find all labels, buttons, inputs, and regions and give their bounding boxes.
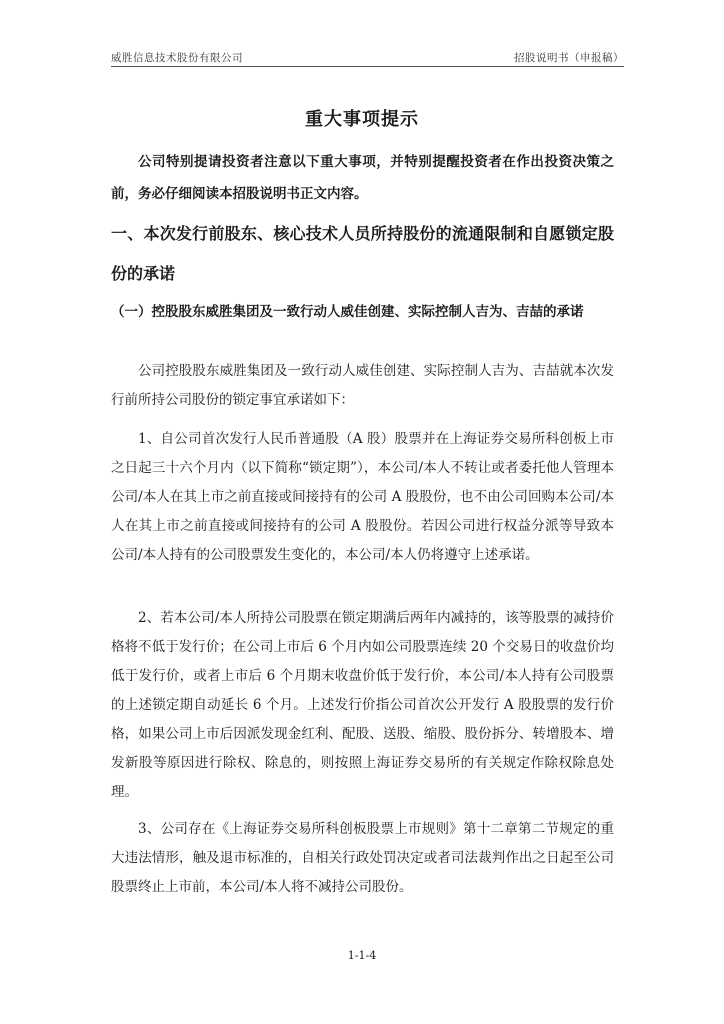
- page-header: [111, 50, 624, 67]
- header-document-type: 招股说明书（申报稿）: [514, 52, 624, 64]
- intro-paragraph: 公司特别提请投资者注意以下重大事项，并特别提醒投资者在作出投资决策之前，务必仔细阅读本招股说明书正文内容。: [111, 154, 614, 202]
- body-paragraph: 3、公司存在《上海证券交易所科创板股票上市规则》第十二章第二节规定的重大违法情形，触及退市标准的，自相关行政处罚决定或者司法裁判作出之日起至公司股票终止上市前，本公司/本人将不减持公司股份。: [111, 821, 614, 895]
- page-number: 1-1-4: [347, 949, 377, 962]
- header-company-name: 威胜信息技术股份有限公司: [111, 52, 243, 64]
- body-paragraph: 2、若本公司/本人所持公司股票在锁定期满后两年内减持的，该等股票的减持价格将不低于发行价；在公司上市后 6 个月内如公司股票连续 20 个交易日的收盘价均低于发行价，或者上市后 6 个月期末收盘价低于发行价，本公司/本人持有公司股票的上述锁定期自动延长 6 个月。上述发行价指公司首次公开发行 A 股股票的发行价格，如果公司上市后因派发现金红利、配股、送股、缩股、股份拆分、转增股本、增发新股等原因进行除权、除息的，则按照上海证券交易所的有关规定作除权除息处理。: [111, 610, 614, 800]
- body-paragraph: 1、自公司首次发行人民币普通股（A 股）股票并在上海证券交易所科创板上市之日起三十六个月内（以下简称“锁定期”），本公司/本人不转让或者委托他人管理本公司/本人在其上市之前直接或间接持有的公司 A 股股份，也不由公司回购本公司/本人在其上市之前直接或间接持有的公司 A 股股份。若因公司进行权益分派等导致本公司/本人持有的公司股票发生变化的，本公司/本人仍将遵守上述承诺。: [111, 431, 614, 563]
- subsection-heading: （一）控股股东威胜集团及一致行动人威佳创建、实际控制人吉为、吉喆的承诺: [111, 304, 584, 320]
- section-heading: 一、本次发行前股东、核心技术人员所持股份的流通限制和自愿锁定股份的承诺: [111, 224, 614, 283]
- page-title: 重大事项提示: [305, 109, 419, 130]
- body-paragraph: 公司控股股东威胜集团及一致行动人威佳创建、实际控制人吉为、吉喆就本次发行前所持公司股份的锁定事宜承诺如下：: [111, 363, 614, 408]
